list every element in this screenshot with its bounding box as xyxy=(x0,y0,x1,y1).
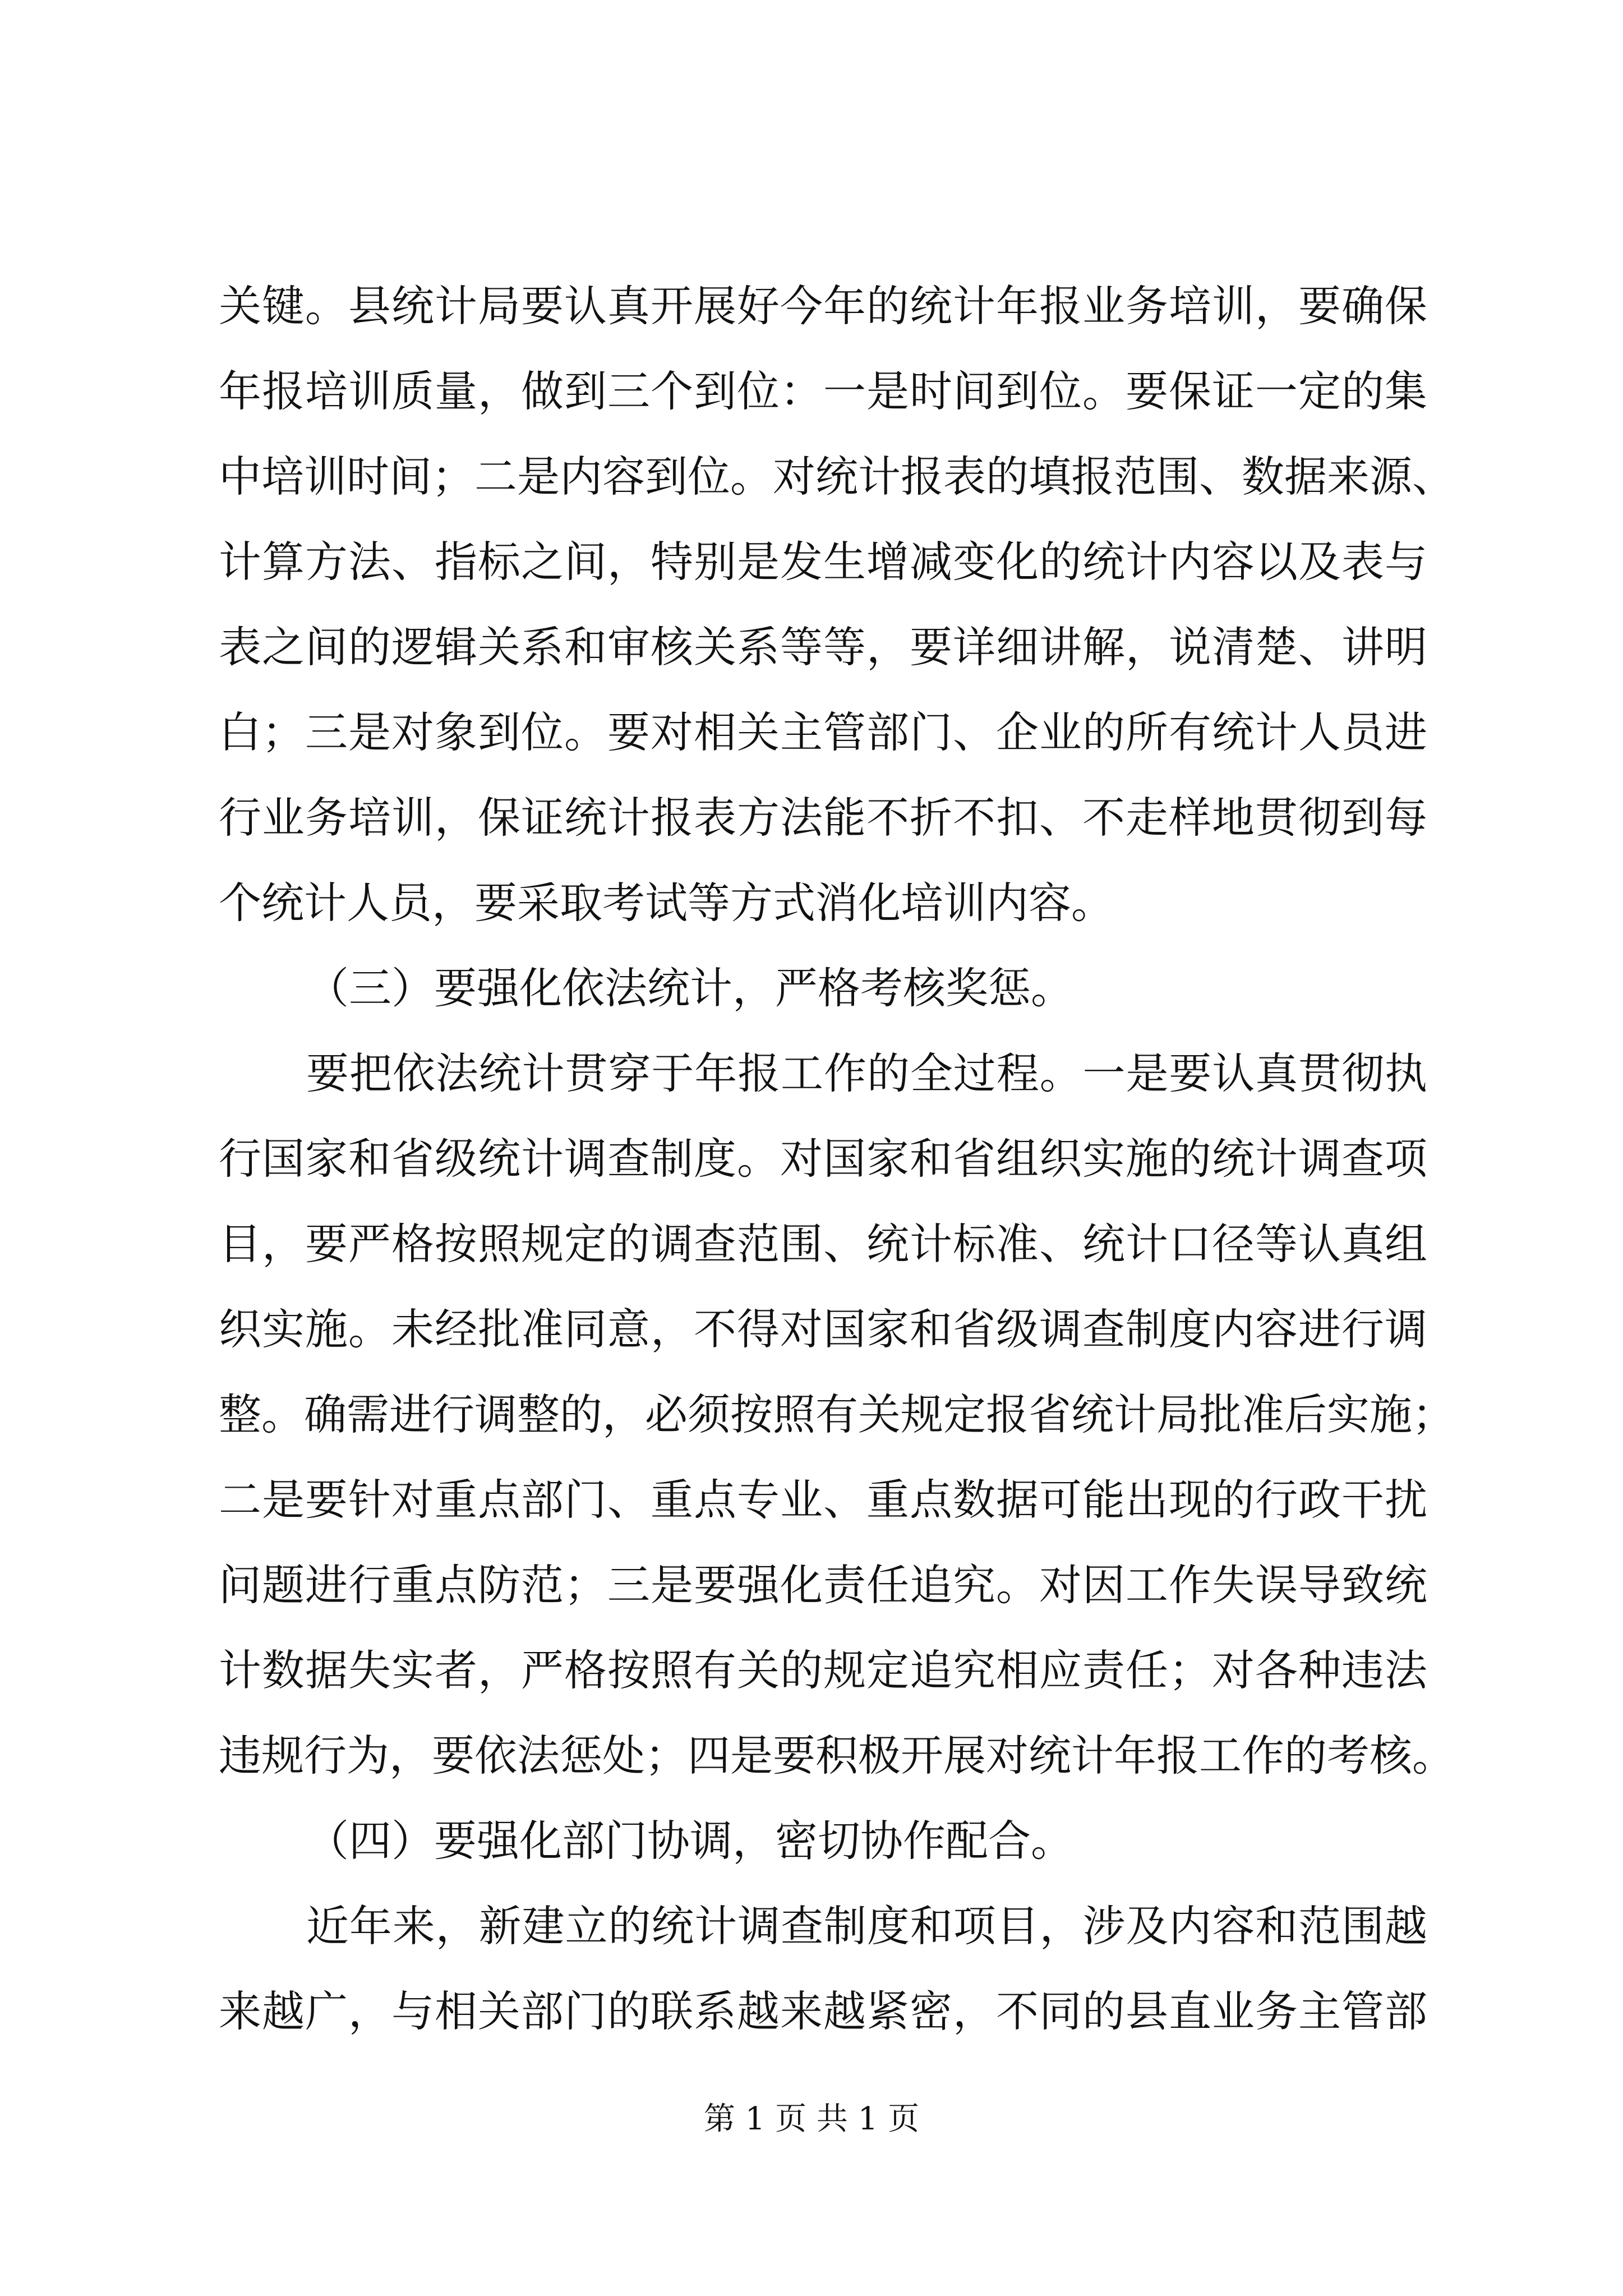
paragraph-line: 整。确需进行调整的，必须按照有关规定报省统计局批准后实施； xyxy=(219,1389,1455,1439)
paragraph-line: 近年来，新建立的统计调查制度和项目，涉及内容和范围越 xyxy=(306,1901,1427,1951)
section-heading: （三）要强化依法统计，严格考核奖惩。 xyxy=(306,963,1073,1013)
section-heading: （四）要强化部门协调，密切协作配合。 xyxy=(306,1816,1073,1866)
paragraph-line: 中培训时间；二是内容到位。对统计报表的填报范围、数据来源、 xyxy=(219,452,1455,501)
page-footer: 第 1 页 共 1 页 xyxy=(703,2101,920,2137)
paragraph-line: 计算方法、指标之间，特别是发生增减变化的统计内容以及表与 xyxy=(219,537,1427,587)
paragraph-line: 要把依法统计贯穿于年报工作的全过程。一是要认真贯彻执 xyxy=(306,1048,1427,1098)
paragraph-line: 问题进行重点防范；三是要强化责任追究。对因工作失误导致统 xyxy=(219,1560,1427,1610)
paragraph-line: 计数据失实者，严格按照有关的规定追究相应责任；对各种违法 xyxy=(219,1645,1427,1695)
paragraph-line: 目，要严格按照规定的调查范围、统计标准、统计口径等认真组 xyxy=(219,1219,1427,1269)
body-text xyxy=(219,264,1455,2054)
paragraph-line: 年报培训质量，做到三个到位：一是时间到位。要保证一定的集 xyxy=(219,366,1427,416)
paragraph-line: 个统计人员，要采取考试等方式消化培训内容。 xyxy=(219,878,1114,928)
paragraph-line: 行国家和省级统计调查制度。对国家和省组织实施的统计调查项 xyxy=(219,1134,1427,1184)
paragraph-line: 关键。县统计局要认真开展好今年的统计年报业务培训，要确保 xyxy=(219,281,1427,331)
paragraph-line: 来越广，与相关部门的联系越来越紧密，不同的县直业务主管部 xyxy=(219,1986,1427,2036)
paragraph-line: 行业务培训，保证统计报表方法能不折不扣、不走样地贯彻到每 xyxy=(219,793,1427,843)
paragraph-line: 二是要针对重点部门、重点专业、重点数据可能出现的行政干扰 xyxy=(219,1475,1427,1525)
paragraph-line: 织实施。未经批准同意，不得对国家和省级调查制度内容进行调 xyxy=(219,1304,1427,1354)
paragraph-line: 白；三是对象到位。要对相关主管部门、企业的所有统计人员进 xyxy=(219,707,1427,757)
paragraph-line: 表之间的逻辑关系和审核关系等等，要详细讲解，说清楚、讲明 xyxy=(219,622,1427,672)
paragraph-line: 违规行为，要依法惩处；四是要积极开展对统计年报工作的考核。 xyxy=(219,1731,1455,1780)
